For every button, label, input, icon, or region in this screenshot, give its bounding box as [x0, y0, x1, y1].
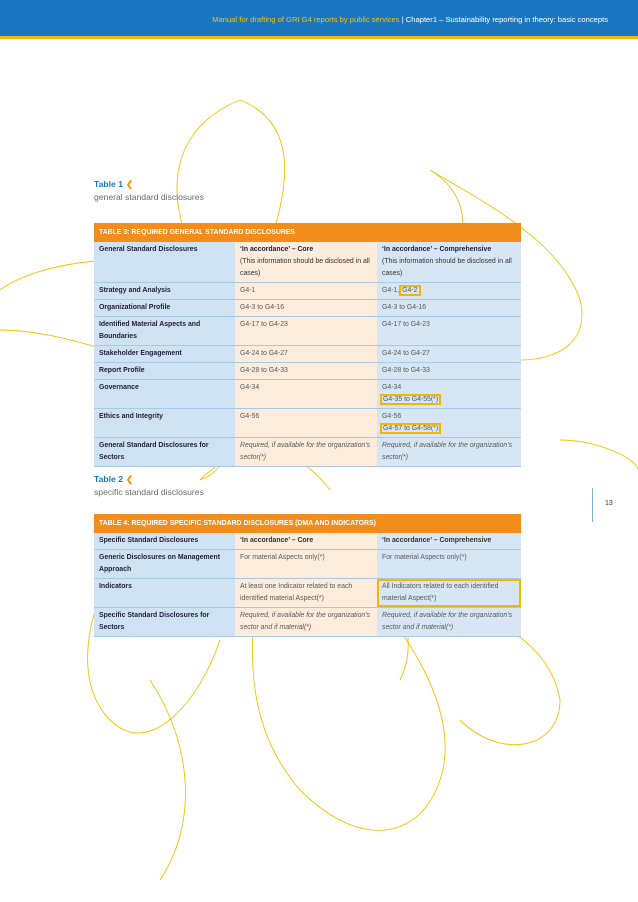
table-header-row — [94, 533, 521, 550]
chevron-left-icon: ❮ — [125, 179, 134, 189]
row-label: Ethics and Integrity — [94, 409, 235, 438]
core-value: Required, if available for the organization’s sector(*) — [235, 438, 377, 467]
table-row — [94, 283, 521, 300]
core-value: G4-1 — [235, 283, 377, 300]
header-cell-core — [235, 242, 377, 283]
comprehensive-value — [377, 409, 521, 438]
page-number-rule — [592, 488, 593, 522]
comprehensive-note: (This information should be disclosed in all cases) — [382, 258, 512, 277]
comprehensive-value — [377, 380, 521, 409]
header-cell-comprehensive: ‘In accordance’ – Comprehensive — [377, 533, 521, 550]
table1-caption-label: Table 1 — [94, 179, 123, 189]
row-label: General Standard Disclosures for Sectors — [94, 438, 235, 467]
row-label: Specific Standard Disclosures for Sectors — [94, 608, 235, 637]
table-row — [94, 438, 521, 467]
header-cell-comprehensive — [377, 242, 521, 283]
comprehensive-value: G4-3 to G4-16 — [377, 300, 521, 317]
specific-disclosures-table — [94, 514, 521, 637]
table-row — [94, 409, 521, 438]
table-row — [94, 346, 521, 363]
comprehensive-heading: ‘In accordance’ – Comprehensive — [382, 246, 492, 253]
row-label: Generic Disclosures on Management Approach — [94, 550, 235, 579]
row-label: Stakeholder Engagement — [94, 346, 235, 363]
table-header-row — [94, 242, 521, 283]
core-value: G4-34 — [235, 380, 377, 409]
table-row — [94, 317, 521, 346]
table-row — [94, 300, 521, 317]
table4-title: TABLE 4: REQUIRED SPECIFIC STANDARD DISCLOSURES (DMA AND INDICATORS) — [94, 514, 521, 533]
comprehensive-value: Required, if available for the organization’s sector and if material(*) — [377, 608, 521, 637]
core-value: G4-28 to G4-33 — [235, 363, 377, 380]
core-value: G4-17 to G4-23 — [235, 317, 377, 346]
row-label: Strategy and Analysis — [94, 283, 235, 300]
running-header — [212, 15, 608, 24]
table1-caption — [94, 179, 133, 190]
table2-caption — [94, 474, 133, 485]
comprehensive-value-a: G4-56 — [382, 413, 402, 420]
core-value: G4-3 to G4-16 — [235, 300, 377, 317]
table-row — [94, 608, 521, 637]
core-value: Required, if available for the organization’s sector and if material(*) — [235, 608, 377, 637]
chapter-title: Chapter1 – Sustainability reporting in theory: basic concepts — [405, 15, 608, 24]
header-accent-line — [0, 36, 638, 39]
page-header-bar — [0, 0, 638, 36]
core-note: (This information should be disclosed in all cases) — [240, 258, 370, 277]
table1-caption-subtitle: general standard disclosures — [94, 192, 204, 202]
highlighted-value: G4-57 to G4-58(*) — [383, 425, 439, 432]
core-value: For material Aspects only(*) — [235, 550, 377, 579]
header-cell: General Standard Disclosures — [94, 242, 235, 283]
core-value: At least one Indicator related to each identified material Aspect(*) — [235, 579, 377, 608]
table-row — [94, 579, 521, 608]
general-disclosures-table — [94, 223, 521, 467]
comprehensive-value: For material Aspects only(*) — [377, 550, 521, 579]
comprehensive-value: G4-28 to G4-33 — [377, 363, 521, 380]
table-row — [94, 380, 521, 409]
row-label: Report Profile — [94, 363, 235, 380]
table2-caption-label: Table 2 — [94, 474, 123, 484]
comprehensive-value-a: G4-34 — [382, 384, 402, 391]
manual-title: Manual for drafting of GRI G4 reports by public services — [212, 15, 400, 24]
chevron-left-icon: ❮ — [125, 474, 134, 484]
row-label: Organizational Profile — [94, 300, 235, 317]
comprehensive-value: G4-24 to G4-27 — [377, 346, 521, 363]
comprehensive-value-a: G4-1 — [382, 287, 398, 294]
row-label: Governance — [94, 380, 235, 409]
row-label: Identified Material Aspects and Boundaries — [94, 317, 235, 346]
highlighted-value: G4-35 to G4-55(*) — [383, 396, 439, 403]
table2-caption-subtitle: specific standard disclosures — [94, 487, 204, 497]
core-heading: ‘In accordance’ – Core — [240, 246, 314, 253]
header-separator: | — [399, 15, 406, 24]
row-label: Indicators — [94, 579, 235, 608]
table-row — [94, 550, 521, 579]
table3-title: TABLE 3: REQUIRED GENERAL STANDARD DISCLOSURES — [94, 223, 521, 242]
table-row — [94, 363, 521, 380]
core-value: G4-56 — [235, 409, 377, 438]
comprehensive-value: G4-1, G4-2 — [377, 283, 521, 300]
highlighted-value: G4-2 — [402, 287, 418, 294]
highlighted-value: All Indicators related to each identified material Aspect(*) — [377, 579, 521, 608]
header-cell: Specific Standard Disclosures — [94, 533, 235, 550]
page-number: 13 — [605, 500, 613, 507]
core-value: G4-24 to G4-27 — [235, 346, 377, 363]
comprehensive-value: Required, if available for the organization’s sector(*) — [377, 438, 521, 467]
comprehensive-value: G4-17 to G4-23 — [377, 317, 521, 346]
header-cell-core: ‘In accordance’ – Core — [235, 533, 377, 550]
